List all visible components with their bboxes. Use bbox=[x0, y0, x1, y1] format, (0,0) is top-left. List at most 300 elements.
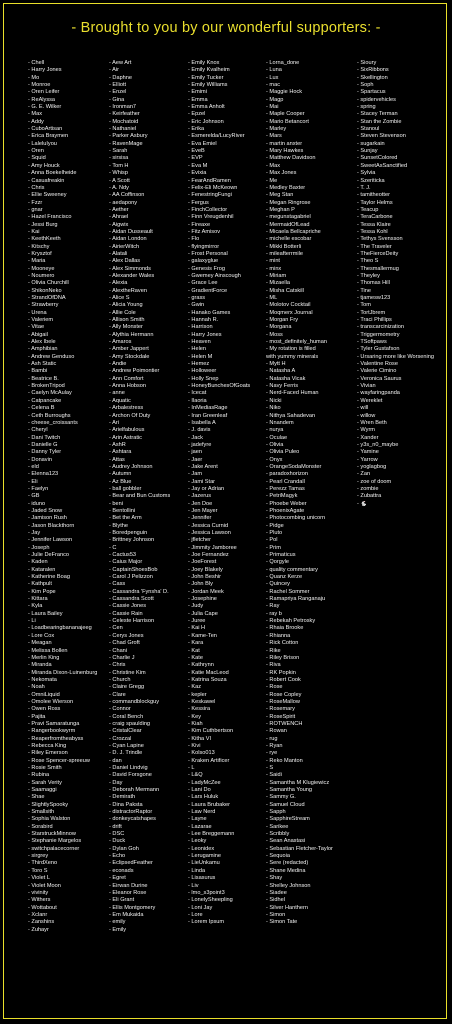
supporter-name: - Allie Cole bbox=[109, 309, 136, 316]
supporter-name: - Perezz Tamas bbox=[266, 485, 305, 492]
supporter-name: - Kathpult bbox=[28, 581, 52, 588]
supporter-name: - Arin Astratic bbox=[109, 434, 142, 441]
supporter-name: - Simon Tate bbox=[266, 919, 298, 926]
supporter-name: - wayfaringpanda bbox=[357, 390, 400, 397]
supporter-name: - Lisasurus bbox=[188, 875, 216, 882]
supporter-name: - DSC bbox=[109, 831, 125, 838]
supporter-name: - GB bbox=[28, 493, 40, 500]
supporter-name: - Andrew Poimontier bbox=[109, 368, 160, 375]
supporter-name: - Noumero bbox=[28, 272, 55, 279]
supporter-name: - Jack bbox=[188, 434, 203, 441]
supporter-name: - Arielfabulous bbox=[109, 427, 145, 434]
supporter-name: - Shay bbox=[266, 875, 283, 882]
supporters-column-2 bbox=[109, 60, 170, 934]
supporter-name: - sirsisa bbox=[109, 155, 129, 162]
supporter-name: - Melissa Bollen bbox=[28, 647, 68, 654]
supporter-name: - Eli bbox=[28, 478, 38, 485]
supporter-name: - Keirfeather bbox=[109, 111, 140, 118]
supporter-name: - Crozzal bbox=[109, 735, 132, 742]
supporter-name: - Rose bbox=[266, 684, 283, 691]
supporter-name: - Frost Personal bbox=[188, 250, 228, 257]
supporter-name: - Violet L bbox=[28, 875, 50, 882]
supporter-name: - Layne bbox=[188, 816, 207, 823]
supporter-name: - Dina Paksta bbox=[109, 801, 143, 808]
supporter-name: - Sarikee bbox=[266, 823, 289, 830]
supporter-name: - Hemez bbox=[188, 361, 210, 368]
supporter-name: - Clare bbox=[109, 691, 126, 698]
supporter-name: - Wereklet bbox=[357, 397, 383, 404]
supporter-name: - Chad Groft bbox=[109, 640, 140, 647]
supporter-name: - Emma bbox=[188, 96, 208, 103]
supporter-name: - A. Ndy bbox=[109, 184, 129, 191]
supporter-name: - Silver Hanthern bbox=[266, 904, 308, 911]
supporter-name: - Celeste Harrison bbox=[109, 618, 155, 625]
supporter-name: - Saamaggi bbox=[28, 787, 57, 794]
supporter-name: - mint bbox=[266, 258, 280, 265]
supporter-name: - switchpalacecorner bbox=[28, 845, 80, 852]
supporter-name: - Shane Medina bbox=[266, 867, 306, 874]
supporters-list bbox=[0, 60, 452, 1010]
supporter-name: - LonelySheepling bbox=[188, 897, 233, 904]
supporter-name: - Pravi Samaratunga bbox=[28, 720, 80, 727]
supporter-name: - Flo bbox=[188, 236, 200, 243]
supporter-name: - Jen Doe bbox=[188, 500, 213, 507]
supporter-name: - lmo_s3point3 bbox=[188, 889, 225, 896]
supporter-name: - paradoxhorizon bbox=[266, 471, 308, 478]
supporter-name: - Tom bbox=[357, 302, 371, 309]
supporter-name: - Morgan Fry bbox=[266, 317, 299, 324]
supporter-name: - Enzel bbox=[109, 89, 127, 96]
supporter-name: - John Beshir bbox=[188, 574, 221, 581]
supporter-name: - flyingmirror bbox=[188, 243, 220, 250]
supporter-name: - LaleluIyou bbox=[28, 140, 57, 147]
supporter-name: - Kame-Ten bbox=[188, 632, 217, 639]
supporter-name: - CaptainShoesBob bbox=[109, 566, 158, 573]
supporter-name: - Samuel Cloud bbox=[266, 801, 305, 808]
supporter-name: - ThirdXeno bbox=[28, 860, 58, 867]
supporter-name: - Rike bbox=[266, 647, 281, 654]
supporter-name: - Emily Knox bbox=[188, 60, 220, 66]
supporter-name: - Mars bbox=[266, 133, 282, 140]
supporter-name: - AA Coffinson bbox=[109, 192, 145, 199]
supporter-name: - Stan the Zombie bbox=[357, 118, 402, 125]
supporter-name: - Cactus53 bbox=[109, 552, 137, 559]
supporter-name: - Evixia bbox=[188, 170, 207, 177]
supporter-name: - Donavin bbox=[28, 456, 52, 463]
supporter-name: - Alex Simmonds bbox=[109, 265, 151, 272]
supporter-name: - Scribbly bbox=[266, 831, 290, 838]
supporter-name: - sugarkain bbox=[357, 140, 385, 147]
supporter-name: - Lars Huluk bbox=[188, 794, 219, 801]
supporter-name: - Xclanr bbox=[28, 911, 48, 918]
supporter-name: - Nnandem bbox=[266, 419, 294, 426]
supporter-name: - Chani bbox=[109, 647, 128, 654]
supporter-name: - Kittara bbox=[28, 596, 48, 603]
supporter-name: - transcarcinization bbox=[357, 324, 404, 331]
supporter-name: - Jason Blackthorn bbox=[28, 522, 75, 529]
supporter-name: - Noah bbox=[28, 684, 45, 691]
supporter-name: - Sophia Walston bbox=[28, 816, 71, 823]
supporter-name: - econads bbox=[109, 867, 134, 874]
supporter-name: - Audrey Johnson bbox=[109, 463, 153, 470]
supporter-name: - Aquatic bbox=[109, 397, 131, 404]
supporter-name: - Theyley bbox=[357, 272, 380, 279]
supporter-name: - Kim Cuthbertson bbox=[188, 728, 234, 735]
supporter-name: - Sean Anastasi bbox=[266, 838, 306, 845]
supporter-name: - Law Nerd bbox=[188, 809, 216, 816]
supporter-name: - Danny Tyler bbox=[28, 449, 62, 456]
supporter-name: - Aether bbox=[109, 206, 129, 213]
supporter-name: - Gina bbox=[109, 96, 125, 103]
supporter-name: - jadefyre bbox=[188, 441, 212, 448]
supporter-name: - Jay bbox=[28, 530, 41, 536]
supporter-name: - Alicia Young bbox=[109, 302, 143, 309]
supporter-name: - Valentine Rose bbox=[357, 361, 398, 368]
supporter-name: - minx bbox=[266, 265, 282, 272]
supporter-name: - Cassandra 'Fynsha' D. bbox=[109, 588, 169, 595]
supporter-name: - S bbox=[266, 765, 274, 771]
supporter-name: - Cheryl bbox=[28, 427, 48, 434]
supporters-column-3 bbox=[188, 60, 250, 927]
supporter-name: - Tyler Gustafson bbox=[357, 346, 400, 353]
supporter-name: - Coral Bench bbox=[109, 713, 144, 720]
supporter-name: - beni bbox=[109, 500, 123, 507]
supporter-name: - Skellington bbox=[357, 74, 388, 81]
supporter-name: - RavenMage bbox=[109, 140, 143, 147]
supporter-name: - Chell bbox=[28, 60, 45, 66]
supporter-name: - Alex Dallas bbox=[109, 258, 141, 265]
supporter-name: - michelle escobar bbox=[266, 236, 312, 243]
supporter-name: - ML bbox=[266, 295, 278, 301]
supporter-name: - Spartacus bbox=[357, 89, 386, 96]
supporter-name: - Jennifer Lawson bbox=[28, 537, 73, 544]
supporter-name: - Felix-Eli McKeown bbox=[188, 184, 238, 191]
supporter-name: - Ray bbox=[266, 603, 280, 610]
supporter-name: - Linda bbox=[188, 867, 206, 874]
supporter-name: - Samantha M Klugiewicz bbox=[266, 779, 330, 786]
supporter-name: - Withers bbox=[28, 897, 51, 904]
supporter-name: - Rubina bbox=[28, 772, 50, 779]
supporter-name: - Alythia Hermann bbox=[109, 331, 154, 338]
supporter-name: - Gwin bbox=[188, 302, 205, 309]
supporter-name: - gnar bbox=[28, 206, 43, 213]
supporter-name: - Catpancake bbox=[28, 397, 62, 404]
supporter-name: - Kaden bbox=[28, 559, 48, 566]
supporter-name: - Phoebe Weber bbox=[266, 500, 307, 507]
supporter-name: - rye bbox=[266, 750, 278, 757]
supporter-name: - Faelyn bbox=[28, 485, 49, 492]
supporter-name: - Ceth Burroughs bbox=[28, 412, 71, 419]
supporter-name: - galaxyglue bbox=[188, 258, 219, 265]
supporter-name: - Nithya Sahadevan bbox=[266, 412, 316, 419]
supporter-name: - Lore bbox=[188, 911, 203, 918]
supporter-name: - Archon Of Duty bbox=[109, 412, 151, 419]
supporter-name: - Amber Jappert bbox=[109, 346, 149, 353]
supporter-name: - Helen bbox=[188, 346, 207, 353]
supporter-name: - John Bly bbox=[188, 581, 213, 588]
supporter-name: - Sebastian Fletcher-Taylor bbox=[266, 845, 333, 852]
supporter-name: - Rebecca King bbox=[28, 742, 67, 749]
supporter-name: - Max bbox=[28, 111, 42, 118]
supporter-name: - Stacey Terman bbox=[357, 111, 398, 118]
supporter-name: - Alice S bbox=[109, 295, 130, 301]
supporter-name: - Nathaniel bbox=[109, 126, 137, 133]
supporter-name: - kepler bbox=[188, 691, 207, 698]
supporter-name: - Amphibian bbox=[28, 346, 58, 353]
supporter-name: - Eleanor Rose bbox=[109, 889, 147, 896]
supporter-name: - Fergus bbox=[188, 199, 209, 206]
supporter-name: - Mytt H bbox=[266, 361, 286, 368]
supporter-name: - Siadee bbox=[266, 889, 287, 896]
supporter-name: - craig spaulding bbox=[109, 720, 151, 727]
supporter-name: - y3s_n0_maybe bbox=[357, 441, 399, 448]
supporter-name: - Meghan P bbox=[266, 206, 295, 213]
supporter-name: - Mary Hawkes bbox=[266, 148, 304, 155]
supporter-name: - Duck bbox=[109, 838, 126, 845]
supporter-name: - tamitheotter bbox=[357, 192, 390, 199]
supporter-name: - Allison Smith bbox=[109, 317, 145, 324]
supporter-name: - Tine bbox=[357, 287, 371, 294]
supporter-name: - BrokenTripod bbox=[28, 383, 65, 390]
supporter-name: - Molotov Cocktail bbox=[266, 302, 311, 309]
supporter-name: - Jessica Lawson bbox=[188, 530, 231, 536]
supporter-name: - Abigail bbox=[28, 331, 48, 338]
supporter-name: - Miriam bbox=[266, 272, 287, 279]
supporter-name: - Emimi bbox=[188, 89, 207, 96]
supporter-name: - Prim bbox=[266, 544, 281, 551]
supporter-name: - Rose Copley bbox=[266, 691, 302, 698]
supporter-name: - C bbox=[109, 544, 117, 551]
supporter-name: - Pidge bbox=[266, 522, 284, 529]
supporter-name: - Hannah R. bbox=[188, 317, 219, 324]
supporter-name: - Bentollini bbox=[109, 507, 136, 514]
supporter-name: - RoseMallow bbox=[266, 698, 300, 705]
supporter-name: - CristalClear bbox=[109, 728, 142, 735]
supporter-name: - Caius Major bbox=[109, 559, 143, 566]
supporter-name: - megunstagabriel bbox=[266, 214, 311, 221]
supporter-name: - Photocombing unicorn bbox=[266, 515, 326, 522]
supporter-name: - Dylan Goh bbox=[109, 845, 139, 852]
supporter-name: - My rotation is filled bbox=[266, 346, 316, 353]
supporter-name: - mileafterrmile bbox=[266, 250, 303, 257]
supporter-name: - Jake Arent bbox=[188, 463, 218, 470]
supporter-name: - Maria bbox=[28, 258, 46, 265]
supporter-name: - Emily bbox=[109, 926, 127, 933]
supporter-name: - Eva M bbox=[188, 162, 208, 169]
supporter-name: - Zubattra bbox=[357, 493, 382, 500]
supporter-name: - Alexia bbox=[109, 280, 128, 287]
supporter-name: - Connor bbox=[109, 706, 131, 713]
supporter-name: - Jazerus bbox=[188, 493, 212, 500]
supporter-name: - Shelley Johnson bbox=[266, 882, 311, 889]
supporter-name: - Mochatoid bbox=[109, 118, 139, 125]
supporter-name: - Lazarae bbox=[188, 823, 212, 830]
supporter-name: - FinchCollector bbox=[188, 206, 228, 213]
supporter-name: - Reko Manton bbox=[266, 757, 303, 764]
supporter-name: - Rachel Sommer bbox=[266, 588, 310, 595]
supporter-name: - SapphireStream bbox=[266, 816, 310, 823]
supporter-name: - Kat bbox=[188, 647, 200, 654]
supporter-name: - Nerd-Faced Human bbox=[266, 390, 319, 397]
supporter-name: - Echo bbox=[109, 853, 126, 860]
supporter-name: - Jen Mayer bbox=[188, 507, 218, 514]
supporter-name: - OrangeSodaMonster bbox=[266, 463, 322, 470]
supporter-name: - drift bbox=[109, 823, 122, 830]
supporter-name: - Rose Spencer-spreeuw bbox=[28, 757, 90, 764]
supporter-name: - ROTWENCH bbox=[266, 720, 303, 727]
supporter-name: - Leoky bbox=[188, 838, 207, 845]
supporter-name: - Harry Jones bbox=[188, 331, 222, 338]
supporter-name: - Sequoia bbox=[266, 853, 290, 860]
supporter-name: - Tessa Kohl bbox=[357, 228, 388, 235]
supporter-name: - Amaros bbox=[109, 339, 132, 346]
supporter-name: - Zanshins bbox=[28, 919, 55, 926]
supporter-name: - Kitschy bbox=[28, 243, 50, 250]
supporter-name: - Sidhel bbox=[266, 897, 285, 904]
supporter-name: - spidervehicles bbox=[357, 96, 396, 103]
supporter-name: - Li bbox=[28, 618, 36, 625]
supporter-name: - Elenna123 bbox=[28, 471, 59, 478]
supporter-name: - AirierWitch bbox=[109, 243, 140, 250]
supporter-name: - spring bbox=[357, 104, 376, 111]
supporter-name: - T. J. bbox=[357, 184, 371, 191]
supporter-name: - Oculae bbox=[266, 434, 288, 441]
supporter-name: - Chris bbox=[28, 184, 45, 191]
supporter-name: - Stephanie Margelos bbox=[28, 838, 82, 845]
supporter-name: - commandblockguy bbox=[109, 698, 160, 705]
supporter-name: - Ramapriya Ranganaju bbox=[266, 596, 326, 603]
supporter-name: - MermaidOfLead bbox=[266, 221, 310, 228]
supporter-name: - Deborah Mermann bbox=[109, 787, 160, 794]
supporter-name: - Ellis Montgomery bbox=[109, 904, 156, 911]
supporter-name: - Andrew Genduso bbox=[28, 353, 75, 360]
supporter-name: - Thesmallermug bbox=[357, 265, 399, 272]
supporter-name: - CuboArtisan bbox=[28, 126, 63, 133]
supporter-name: - Niko bbox=[266, 405, 281, 412]
supporter-name: - Ilaoria bbox=[188, 397, 207, 404]
supporter-name: - SunsetColored bbox=[357, 155, 398, 162]
supporter-name: - Air bbox=[109, 67, 119, 74]
supporter-name: - Rhianna bbox=[266, 632, 291, 639]
supporter-name: - Max Jones bbox=[266, 170, 297, 177]
supporter-name: - Quincey bbox=[266, 581, 290, 588]
supporter-name: - Natasha A bbox=[266, 368, 296, 375]
supporter-name: - Meagan bbox=[28, 640, 52, 647]
supporter-name: - Elliott bbox=[109, 82, 127, 89]
supporter-name: - Morgana bbox=[266, 324, 292, 331]
supporter-name: - Anna Hobson bbox=[109, 383, 147, 390]
supporter-name: - jfletcher bbox=[188, 537, 212, 544]
supporter-name: - Bambi bbox=[28, 368, 48, 375]
supporter-name: - Pluto bbox=[266, 530, 283, 536]
supporter-name: - Lorem Ipsum bbox=[188, 919, 225, 926]
supporter-name: - G. E. Wilker bbox=[28, 104, 62, 111]
supporter-name: - Rick Cotton bbox=[266, 640, 299, 647]
supporter-name: - PetriMagyk bbox=[266, 493, 298, 500]
supporter-name: - dan bbox=[109, 757, 122, 764]
supporter-name: - jaen bbox=[188, 449, 202, 456]
supporter-name: - Joseph bbox=[28, 544, 50, 551]
supporter-name: - Loni Jay bbox=[188, 904, 213, 911]
supporter-name: - RK Popkin bbox=[266, 669, 296, 676]
supporter-name: - Olivia Churchill bbox=[28, 280, 69, 287]
supporter-name: - Violet Moon bbox=[28, 882, 61, 889]
supporter-name: - SweetAsSanctified bbox=[357, 162, 408, 169]
supporter-name: - Jay or Adrian bbox=[188, 485, 225, 492]
supporter-name: - Mizaella bbox=[266, 280, 290, 287]
supporter-name: - Jennifer bbox=[188, 515, 212, 522]
supporter-name: - Vitae bbox=[28, 324, 45, 331]
supporter-name: - Harry Jones bbox=[28, 67, 62, 74]
supporter-name: - Steven Stevenson bbox=[357, 133, 406, 140]
supporter-name: - D. J. Trindle bbox=[109, 750, 143, 757]
supporter-name: - anne bbox=[109, 390, 125, 397]
supporter-name: - Katie MacLeod bbox=[188, 669, 229, 676]
supporter-name: - Traci Phillips bbox=[357, 317, 392, 324]
supporter-name: - Josephine bbox=[188, 596, 217, 603]
supporter-name: - Sapph bbox=[266, 809, 286, 816]
supporter-name: - quality commentary bbox=[266, 566, 318, 573]
supporter-name: - Epzel bbox=[188, 111, 206, 118]
supporter-name: - Monroe bbox=[28, 82, 51, 89]
supporter-name: - KeethKeeth bbox=[28, 236, 61, 243]
supporter-name: - Lorna_done bbox=[266, 60, 300, 66]
supporter-name: - Erica Braymen bbox=[28, 133, 69, 140]
supporter-name: - Micaela Bellcapriche bbox=[266, 228, 321, 235]
supporter-name: - Ironman7 bbox=[109, 104, 137, 111]
supporter-name: - Squid bbox=[28, 155, 46, 162]
supporter-name: - Natasha Vicak bbox=[266, 375, 306, 382]
supporter-name: - Daniel Lindvig bbox=[109, 765, 148, 771]
supporter-name: - Reaperfromtheabyss bbox=[28, 735, 84, 742]
supporter-name: - Maggie Hock bbox=[266, 89, 303, 96]
supporter-name: - Eric Johnson bbox=[188, 118, 224, 125]
supporter-name: - Tessa Klaire bbox=[357, 221, 391, 228]
supporter-name: - Meg Stan bbox=[266, 192, 294, 199]
supporter-name: - Mo bbox=[28, 74, 40, 81]
supporter-name: - SlightlySpooky bbox=[28, 801, 69, 808]
supporter-name: - Alatali bbox=[109, 250, 128, 257]
supporter-name: - Rebekah Petrosky bbox=[266, 618, 316, 625]
supporter-name: - Aew Art bbox=[109, 60, 132, 66]
supporter-name: - Miranda bbox=[28, 662, 52, 669]
supporter-name: - Jaer bbox=[188, 456, 203, 463]
supporter-name: - Tethys Svensson bbox=[357, 236, 403, 243]
supporter-name: - Nekomata bbox=[28, 676, 57, 683]
supporter-name: - Szeriticka bbox=[357, 177, 385, 184]
supporter-name: - Attas bbox=[109, 456, 125, 463]
supporter-name: - Moqmerx Journal bbox=[266, 309, 313, 316]
supporter-name: - grass bbox=[188, 295, 206, 301]
supporter-name: - Smallsith bbox=[28, 809, 55, 816]
supporter-name: - J. davis bbox=[188, 427, 211, 434]
supporter-name: - Dani Twitch bbox=[28, 434, 61, 441]
supporter-name: - Egret bbox=[109, 875, 126, 882]
supporter-name: - Omolee Wierson bbox=[28, 698, 74, 705]
supporter-name: - eld bbox=[28, 463, 39, 470]
supporter-name: - Navy Ferris bbox=[266, 383, 299, 390]
supporter-name: - Kitha VI bbox=[188, 735, 212, 742]
supporter-name: - Ahrael bbox=[109, 214, 129, 221]
supporter-name: - Cass bbox=[109, 581, 126, 588]
supporter-name: - Ashtara bbox=[109, 449, 132, 456]
supporter-name: - Vivian bbox=[357, 383, 376, 390]
supporter-name: - Primaticus bbox=[266, 552, 296, 559]
supporter-name: - Cerys Jones bbox=[109, 632, 144, 639]
supporter-name: - Beatrice B. bbox=[28, 375, 59, 382]
supporter-name: - Bet the Arm bbox=[109, 515, 142, 522]
supporter-name: - Quanz Kerze bbox=[266, 574, 303, 581]
